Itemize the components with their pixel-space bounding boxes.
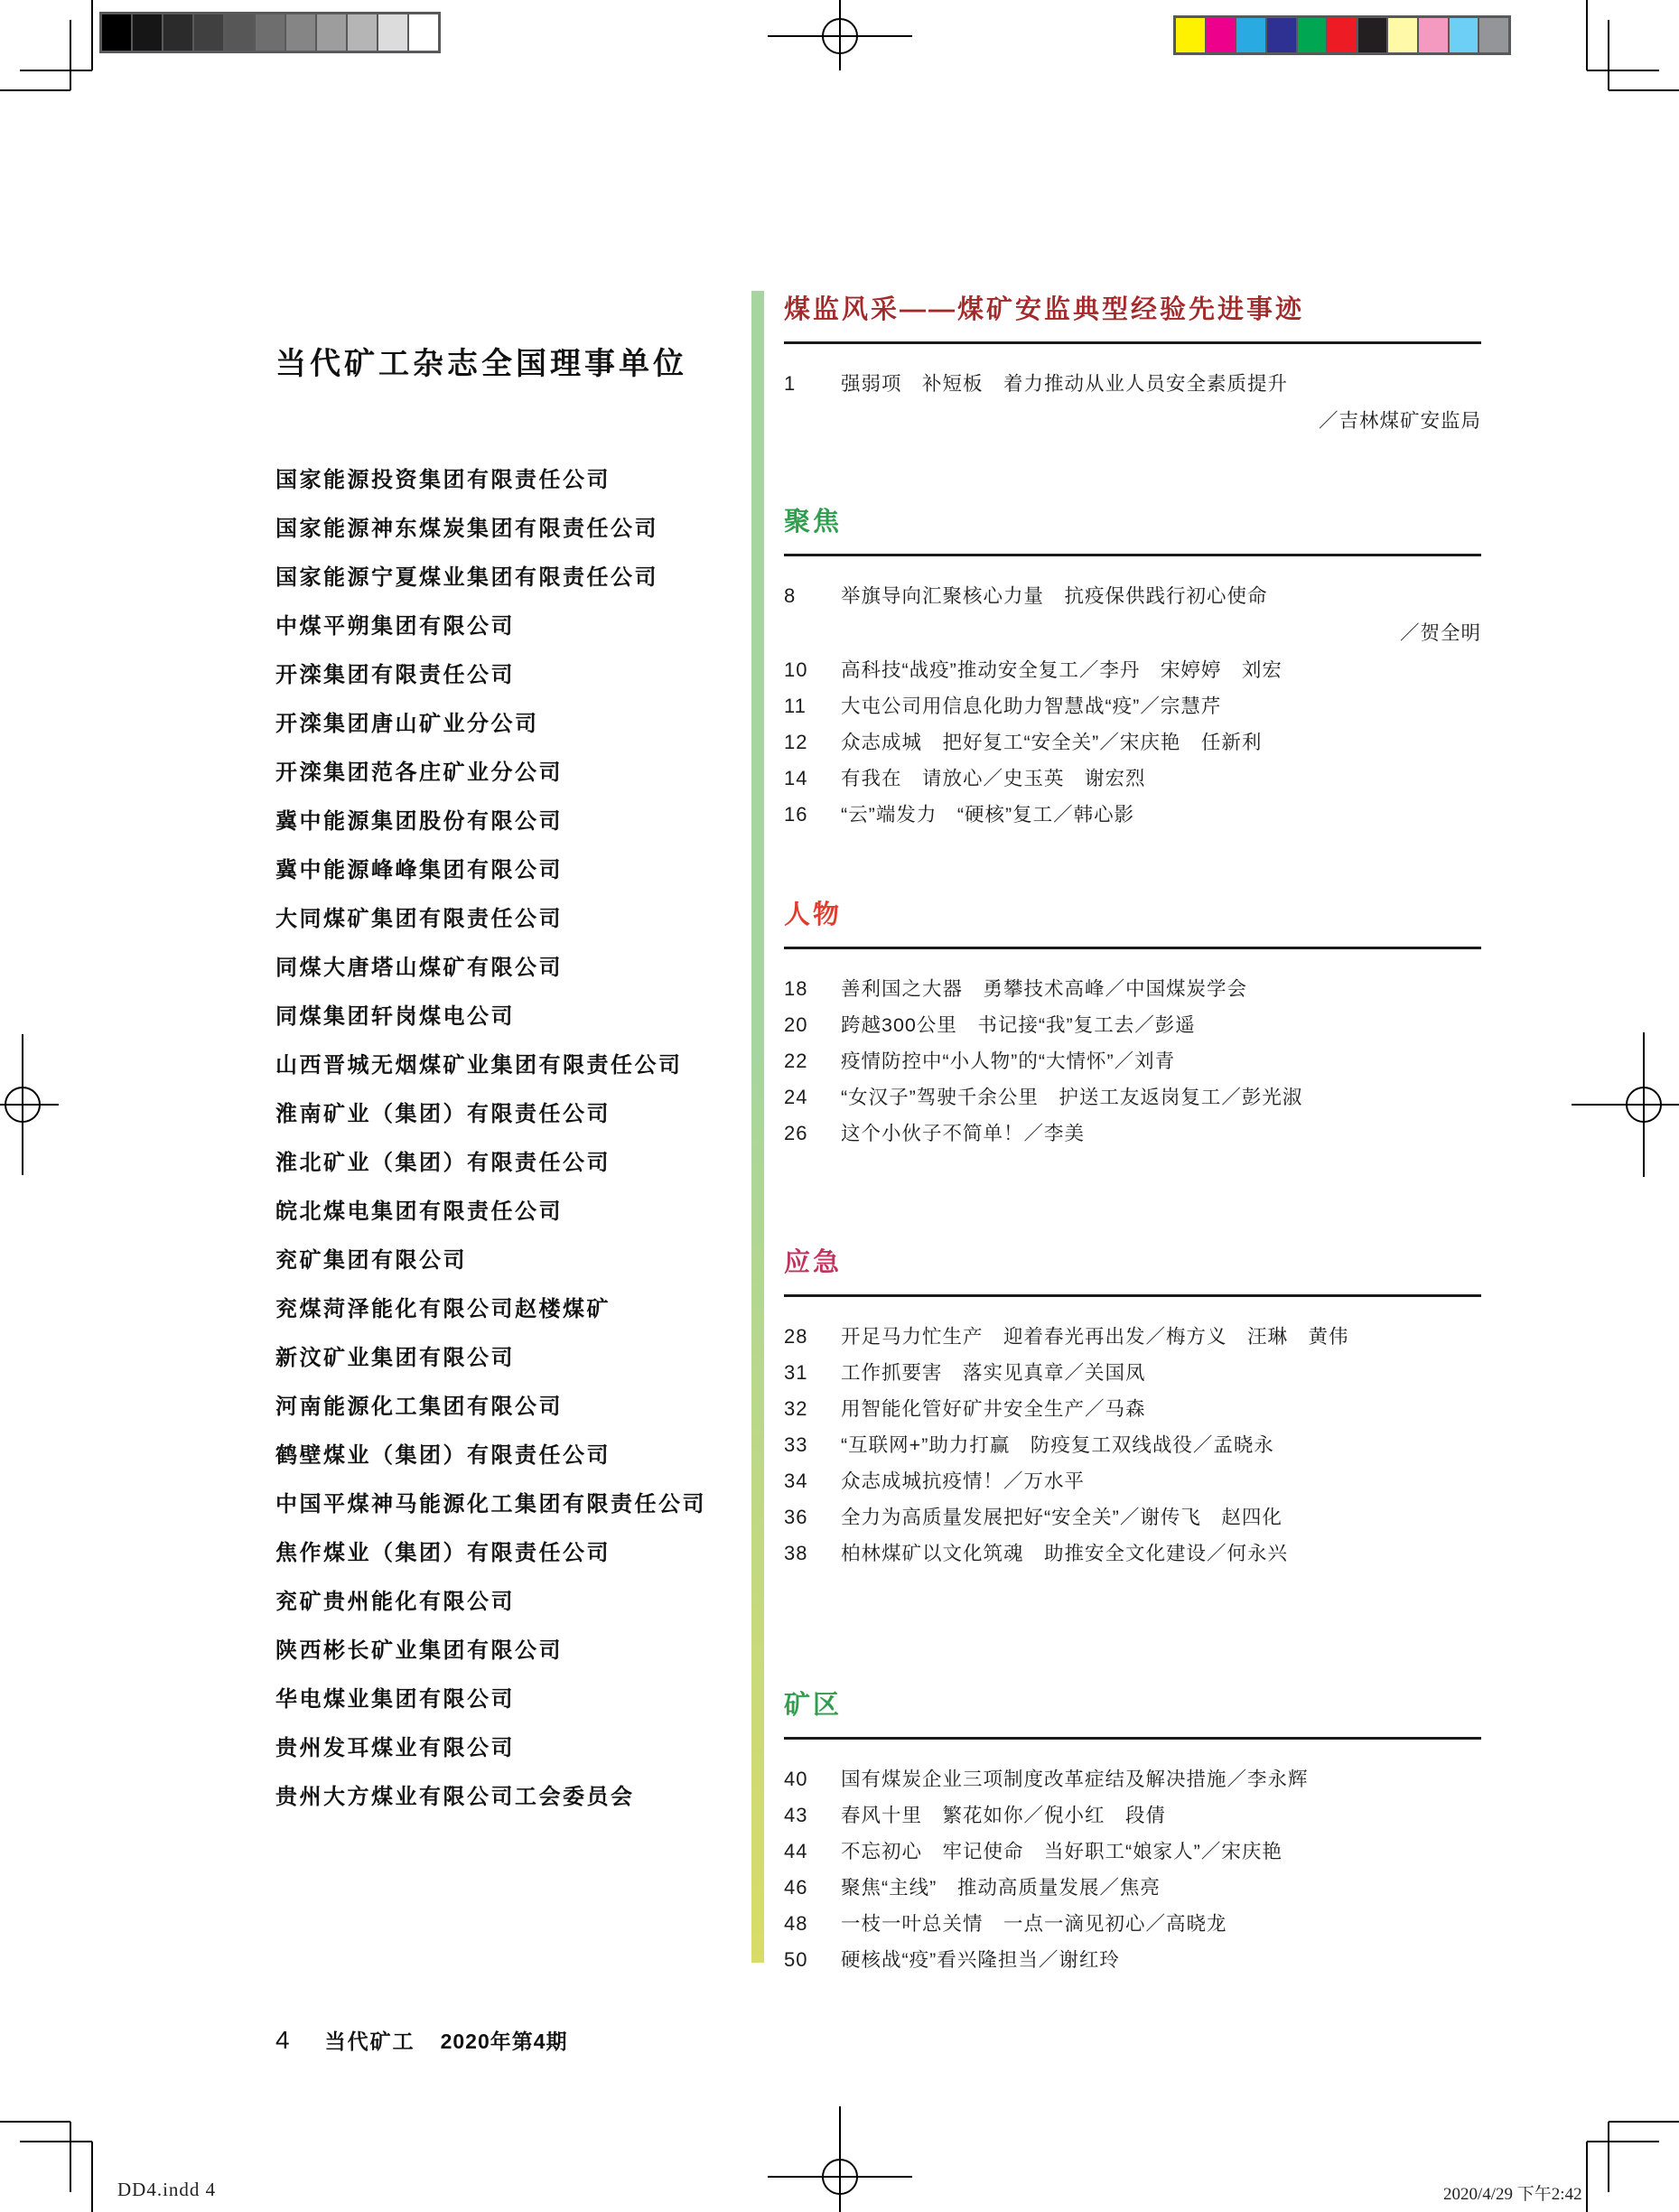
toc-section xyxy=(784,896,1481,1152)
toc-item xyxy=(784,971,1481,1007)
toc-item-list xyxy=(784,971,1481,1152)
toc-item-title: “云”端发力 “硬核”复工／韩心影 xyxy=(841,804,1135,826)
council-member-name: 国家能源神东煤炭集团有限责任公司 xyxy=(275,517,658,541)
council-member-item xyxy=(275,1675,745,1724)
page-footer xyxy=(275,2025,568,2055)
toc-item xyxy=(784,724,1481,761)
magenta-swatch xyxy=(1207,18,1236,52)
toc-item xyxy=(784,578,1481,652)
black-swatch xyxy=(1358,18,1387,52)
gray-50-swatch xyxy=(256,14,284,51)
grayscale-calibration-bar xyxy=(99,12,441,53)
toc-item xyxy=(784,1391,1481,1427)
council-member-item xyxy=(275,700,745,749)
toc-item xyxy=(784,1797,1481,1834)
toc-item-page: 8 xyxy=(784,584,797,607)
council-member-item xyxy=(275,798,745,846)
toc-item-page: 50 xyxy=(784,1948,808,1971)
gray-swatch xyxy=(1479,18,1508,52)
toc-item-page: 22 xyxy=(784,1050,808,1072)
pink-swatch xyxy=(1419,18,1448,52)
toc-item-title: 春风十里 繁花如你／倪小红 段倩 xyxy=(841,1805,1167,1826)
council-member-item xyxy=(275,1724,745,1773)
toc-item-list xyxy=(784,1319,1481,1572)
gray-100-swatch xyxy=(102,14,131,51)
toc-item-title: 善利国之大器 勇攀技术高峰／中国煤炭学会 xyxy=(841,978,1248,1000)
toc-item-title: 工作抓要害 落实见真章／关国凤 xyxy=(841,1362,1146,1384)
council-member-item xyxy=(275,1139,745,1188)
council-member-name: 大同煤矿集团有限责任公司 xyxy=(275,907,563,931)
council-member-name: 河南能源化工集团有限公司 xyxy=(275,1395,563,1419)
council-member-name: 国家能源投资集团有限责任公司 xyxy=(275,468,611,492)
footer-issue: 2020年第4期 xyxy=(440,2030,568,2053)
toc-item-list xyxy=(784,366,1481,440)
gray-0-swatch xyxy=(409,14,438,51)
gray-40-swatch xyxy=(286,14,315,51)
council-member-item xyxy=(275,456,745,505)
toc-item-title: 全力为高质量发展把好“安全关”／谢传飞 赵四化 xyxy=(841,1507,1283,1528)
council-member-name: 淮北矿业（集团）有限责任公司 xyxy=(275,1151,611,1175)
toc-item-title: 国有煤炭企业三项制度改革症结及解决措施／李永辉 xyxy=(841,1769,1309,1790)
council-member-name: 贵州发耳煤业有限公司 xyxy=(275,1736,515,1760)
toc-item-list xyxy=(784,578,1481,833)
toc-item-title: 硬核战“疫”看兴隆担当／谢红玲 xyxy=(841,1949,1120,1971)
toc-item-page: 18 xyxy=(784,977,808,1000)
toc-item-page: 20 xyxy=(784,1013,808,1036)
council-member-item xyxy=(275,1237,745,1285)
toc-item-title: 举旗导向汇聚核心力量 抗疫保供践行初心使命 xyxy=(841,585,1268,607)
accent-divider-bar xyxy=(751,291,764,1963)
council-member-name: 贵州大方煤业有限公司工会委员会 xyxy=(275,1785,635,1809)
pale-yellow-swatch xyxy=(1388,18,1417,52)
toc-item xyxy=(784,1761,1481,1797)
toc-item xyxy=(784,1942,1481,1978)
toc-item-page: 48 xyxy=(784,1912,808,1935)
toc-item xyxy=(784,1043,1481,1079)
toc-item xyxy=(784,1906,1481,1942)
toc-item-page: 28 xyxy=(784,1325,808,1348)
council-member-item xyxy=(275,846,745,895)
toc-item-page: 31 xyxy=(784,1361,808,1384)
toc-item xyxy=(784,1535,1481,1572)
toc-item xyxy=(784,1499,1481,1535)
toc-item-byline: ／吉林煤矿安监局 xyxy=(1318,410,1481,432)
council-member-name: 陕西彬长矿业集团有限公司 xyxy=(275,1638,563,1663)
toc-item-title: 开足马力忙生产 迎着春光再出发／梅方义 汪琳 黄伟 xyxy=(841,1326,1349,1348)
color-calibration-bar xyxy=(1173,15,1511,55)
toc-item-title: “互联网+”助力打赢 防疫复工双线战役／孟晓永 xyxy=(841,1434,1274,1456)
toc-item-byline: ／贺全明 xyxy=(1399,622,1481,644)
council-member-name: 兖煤菏泽能化有限公司赵楼煤矿 xyxy=(275,1297,611,1321)
toc-item-page: 32 xyxy=(784,1397,808,1420)
toc-item-page: 26 xyxy=(784,1122,808,1144)
council-member-item xyxy=(275,1334,745,1383)
gray-70-swatch xyxy=(194,14,223,51)
toc-item xyxy=(784,366,1481,440)
toc-item-title: 不忘初心 牢记使命 当好职工“娘家人”／宋庆艳 xyxy=(841,1841,1283,1862)
council-member-item xyxy=(275,895,745,944)
toc-item-page: 16 xyxy=(784,803,808,826)
council-member-item xyxy=(275,749,745,798)
toc-item-title: 疫情防控中“小人物”的“大情怀”／刘青 xyxy=(841,1050,1176,1072)
slug-timestamp: 2020/4/29 下午2:42 xyxy=(1443,2185,1582,2204)
council-member-item xyxy=(275,1090,745,1139)
council-member-item xyxy=(275,1041,745,1090)
council-member-name: 开滦集团唐山矿业分公司 xyxy=(275,712,539,736)
council-member-name: 鹤壁煤业（集团）有限责任公司 xyxy=(275,1443,611,1468)
council-member-item xyxy=(275,505,745,554)
toc-item-page: 14 xyxy=(784,767,808,789)
toc-item-title: 这个小伙子不简单！／李美 xyxy=(841,1123,1086,1144)
toc-section xyxy=(784,1686,1481,1978)
council-member-name: 中国平煤神马能源化工集团有限责任公司 xyxy=(275,1492,706,1517)
toc-item-page: 43 xyxy=(784,1804,808,1826)
council-member-item xyxy=(275,1432,745,1480)
council-member-name: 焦作煤业（集团）有限责任公司 xyxy=(275,1541,611,1565)
toc-section xyxy=(784,503,1481,833)
council-members-title: 当代矿工杂志全国理事单位 xyxy=(275,347,687,381)
toc-item-title: 众志成城抗疫情！／万水平 xyxy=(841,1470,1086,1492)
toc-item xyxy=(784,1427,1481,1463)
council-members-list xyxy=(275,456,745,1822)
footer-journal-name: 当代矿工 xyxy=(324,2030,415,2053)
slug-filename: DD4.indd 4 xyxy=(117,2179,217,2200)
council-member-item xyxy=(275,1188,745,1237)
toc-section xyxy=(784,291,1481,440)
gray-60-swatch xyxy=(225,14,254,51)
council-member-name: 冀中能源峰峰集团有限公司 xyxy=(275,858,563,882)
toc-item-title: 聚焦“主线” 推动高质量发展／焦亮 xyxy=(841,1877,1161,1899)
toc-item xyxy=(784,1870,1481,1906)
council-member-name: 兖矿集团有限公司 xyxy=(275,1248,467,1273)
council-member-item xyxy=(275,1529,745,1578)
toc-item-title: 一枝一叶总关情 一点一滴见初心／高晓龙 xyxy=(841,1913,1227,1935)
red-swatch xyxy=(1328,18,1357,52)
council-member-item xyxy=(275,602,745,651)
toc-item-title: “女汉子”驾驶千余公里 护送工友返岗复工／彭光淑 xyxy=(841,1087,1303,1108)
council-members-block xyxy=(275,339,727,383)
toc-item xyxy=(784,1115,1481,1152)
toc-item-list xyxy=(784,1761,1481,1978)
toc-item-title: 用智能化管好矿井安全生产／马森 xyxy=(841,1398,1146,1420)
toc-item-page: 24 xyxy=(784,1086,808,1108)
council-member-name: 开滦集团范各庄矿业分公司 xyxy=(275,761,563,785)
toc-section xyxy=(784,1244,1481,1572)
gray-10-swatch xyxy=(378,14,407,51)
council-member-name: 山西晋城无烟煤矿业集团有限责任公司 xyxy=(275,1053,683,1078)
toc-item xyxy=(784,1319,1481,1355)
green-swatch xyxy=(1298,18,1327,52)
council-member-name: 皖北煤电集团有限责任公司 xyxy=(275,1199,563,1224)
toc-section-rule xyxy=(784,947,1481,949)
toc-item-page: 34 xyxy=(784,1470,808,1492)
toc-item-page: 36 xyxy=(784,1506,808,1528)
toc-item-title: 强弱项 补短板 着力推动从业人员安全素质提升 xyxy=(841,373,1289,395)
toc-item xyxy=(784,761,1481,797)
council-member-name: 华电煤业集团有限公司 xyxy=(275,1687,515,1712)
toc-item-title: 有我在 请放心／史玉英 谢宏烈 xyxy=(841,768,1146,789)
yellow-swatch xyxy=(1176,18,1205,52)
council-member-name: 开滦集团有限责任公司 xyxy=(275,663,515,687)
toc-item-title: 高科技“战疫”推动安全复工／李丹 宋婷婷 刘宏 xyxy=(841,659,1283,681)
toc xyxy=(784,291,1481,1978)
toc-item xyxy=(784,1834,1481,1870)
gray-20-swatch xyxy=(348,14,377,51)
toc-item-page: 33 xyxy=(784,1433,808,1456)
cyan-swatch xyxy=(1236,18,1265,52)
council-member-item xyxy=(275,554,745,602)
toc-item-page: 11 xyxy=(784,695,807,717)
toc-item-page: 10 xyxy=(784,658,808,681)
council-member-name: 同煤大唐塔山煤矿有限公司 xyxy=(275,956,563,980)
council-member-item xyxy=(275,993,745,1041)
toc-section-title: 应急 xyxy=(784,1248,843,1277)
council-member-name: 冀中能源集团股份有限公司 xyxy=(275,809,563,834)
council-member-name: 淮南矿业（集团）有限责任公司 xyxy=(275,1102,611,1126)
toc-item-title: 跨越300公里 书记接“我”复工去／彭遥 xyxy=(841,1014,1196,1036)
toc-section-rule xyxy=(784,1737,1481,1740)
toc-item-title: 众志成城 把好复工“安全关”／宋庆艳 任新利 xyxy=(841,732,1263,753)
toc-item xyxy=(784,1355,1481,1391)
toc-item xyxy=(784,1463,1481,1499)
toc-item xyxy=(784,652,1481,688)
council-member-name: 中煤平朔集团有限公司 xyxy=(275,614,515,639)
toc-section-title: 人物 xyxy=(784,901,843,929)
council-member-item xyxy=(275,1383,745,1432)
toc-item-title: 大屯公司用信息化助力智慧战“疫”／宗慧芹 xyxy=(841,695,1222,717)
light-blue-swatch xyxy=(1450,18,1478,52)
council-member-item xyxy=(275,1480,745,1529)
toc-item xyxy=(784,797,1481,833)
council-member-item xyxy=(275,1578,745,1627)
gray-30-swatch xyxy=(317,14,346,51)
toc-item xyxy=(784,1007,1481,1043)
toc-item-page: 38 xyxy=(784,1542,808,1564)
blue-swatch xyxy=(1267,18,1296,52)
toc-item-title: 柏林煤矿以文化筑魂 助推安全文化建设／何永兴 xyxy=(841,1543,1289,1564)
council-member-name: 兖矿贵州能化有限公司 xyxy=(275,1590,515,1614)
council-member-name: 同煤集团轩岗煤电公司 xyxy=(275,1004,515,1029)
council-member-item xyxy=(275,651,745,700)
council-member-name: 国家能源宁夏煤业集团有限责任公司 xyxy=(275,565,658,590)
council-member-name: 新汶矿业集团有限公司 xyxy=(275,1346,515,1370)
toc-item xyxy=(784,688,1481,724)
toc-section-title: 煤监风采——煤矿安监典型经验先进事迹 xyxy=(784,295,1305,324)
gray-80-swatch xyxy=(163,14,192,51)
council-member-item xyxy=(275,1627,745,1675)
toc-item-page: 12 xyxy=(784,731,808,753)
toc-item-page: 44 xyxy=(784,1840,808,1862)
toc-section-title: 矿区 xyxy=(784,1691,843,1720)
council-member-item xyxy=(275,1285,745,1334)
toc-item-page: 40 xyxy=(784,1768,808,1790)
footer-page-number: 4 xyxy=(275,2026,291,2054)
council-member-item xyxy=(275,944,745,993)
toc-section-rule xyxy=(784,341,1481,344)
council-member-item xyxy=(275,1773,745,1822)
toc-section-rule xyxy=(784,1294,1481,1297)
toc-item-page: 1 xyxy=(784,372,797,395)
toc-item xyxy=(784,1079,1481,1115)
toc-section-title: 聚焦 xyxy=(784,508,843,537)
toc-section-rule xyxy=(784,554,1481,556)
toc-item-page: 46 xyxy=(784,1876,808,1899)
gray-90-swatch xyxy=(133,14,162,51)
